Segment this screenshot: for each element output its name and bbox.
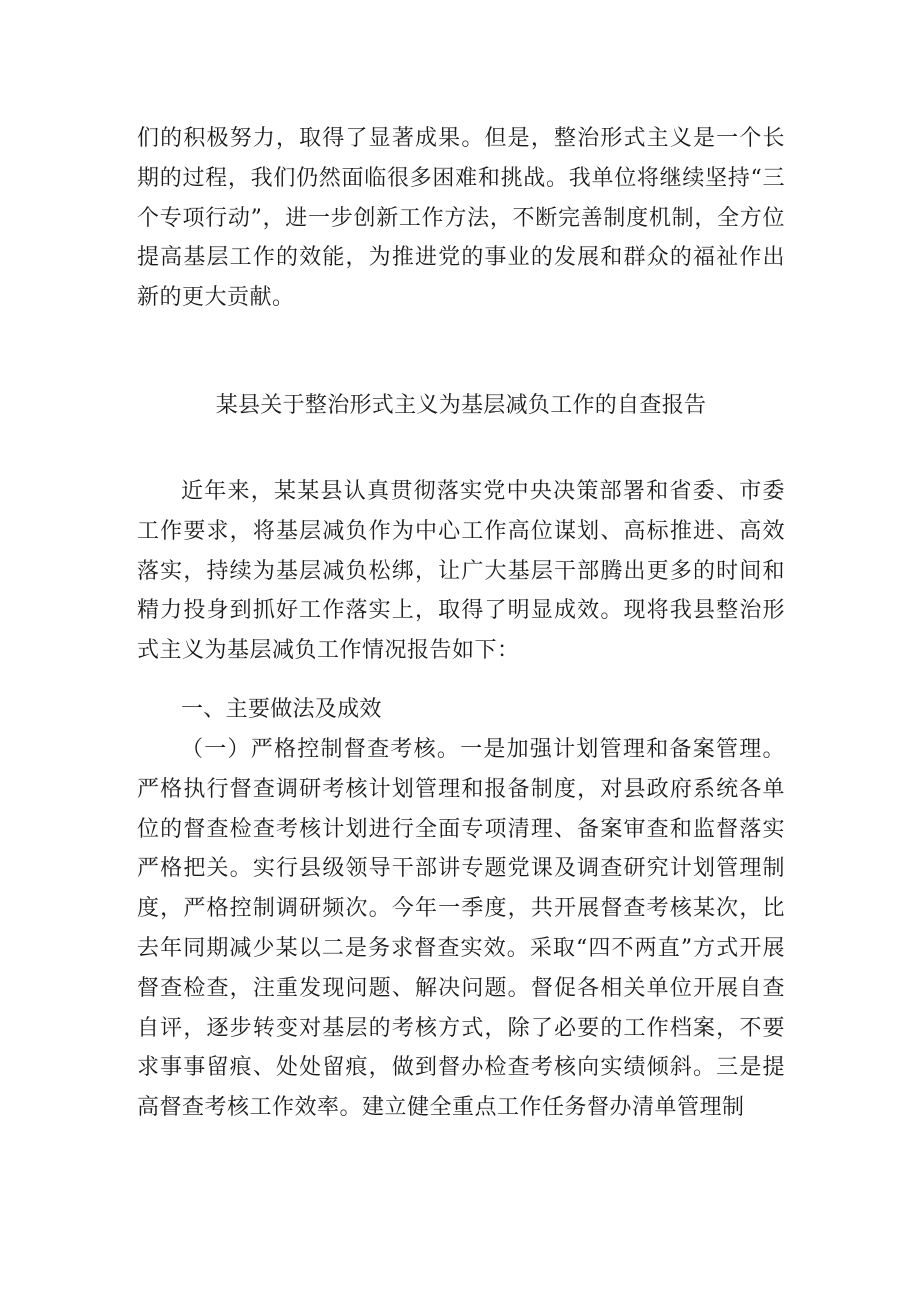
intro-paragraph: 近年来，某某县认真贯彻落实党中央决策部署和省委、市委工作要求，将基层减负作为中心工作高位谋划、高标推进、高效落实，持续为基层减负松绑，让广大基层干部腾出更多的时间和精力投身到抓好工作落实上，取得了明显成效。现将我县整治形式主义为基层减负工作情况报告如下：	[137, 479, 785, 664]
continued-paragraph-block	[137, 119, 785, 318]
continued-paragraph: 们的积极努力，取得了显著成果。但是，整治形式主义是一个长期的过程，我们仍然面临很多困难和挑战。我单位将继续坚持“三个专项行动”，进一步创新工作方法，不断完善制度机制，全方位提高基层工作的效能，为推进党的事业的发展和群众的福祉作出新的更大贡献。	[137, 126, 785, 311]
report-title: 某县关于整治形式主义为基层减负工作的自查报告	[215, 393, 707, 418]
section-paragraph: （一）严格控制督查考核。一是加强计划管理和备案管理。严格执行督查调研考核计划管理和报备制度，对县政府系统各单位的督查检查考核计划进行全面专项清理、备案审查和监督落实严格把关。实行县级领导干部讲专题党课及调查研究计划管理制度，严格控制调研频次。今年一季度，共开展督查考核某次，比去年同期减少某以二是务求督查实效。采取“四不两直”方式开展督查检查，注重发现问题、解决问题。督促各相关单位开展自查自评，逐步转变对基层的考核方式，除了必要的工作档案，不要求事事留痕、处处留痕，做到督办检查考核向实绩倾斜。三是提高督查考核工作效率。建立健全重点工作任务督办清单管理制	[137, 737, 785, 1121]
section-heading: 一、主要做法及成效	[181, 697, 382, 722]
section-block	[137, 690, 785, 1128]
intro-block	[137, 472, 785, 671]
